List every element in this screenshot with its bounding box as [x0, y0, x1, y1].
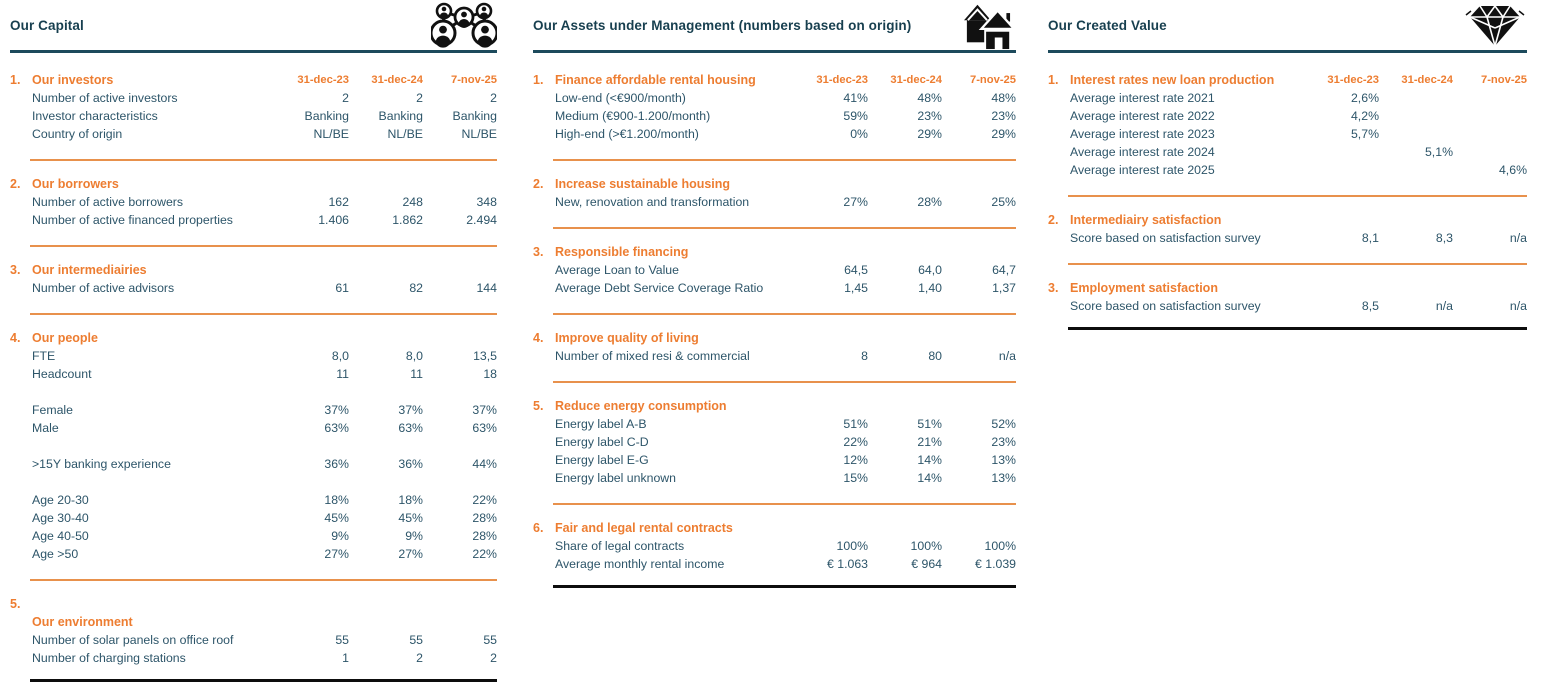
- row-label: Headcount: [32, 367, 92, 381]
- row-value: 48%: [917, 91, 942, 105]
- row-label: Average interest rate 2025: [1070, 163, 1215, 177]
- row-value: 2: [490, 651, 497, 665]
- table-row: [10, 211, 497, 229]
- row-label: >15Y banking experience: [32, 457, 171, 471]
- row-value: 61: [335, 281, 349, 295]
- row-value: 8,1: [1361, 231, 1379, 245]
- section-number: 2.: [533, 177, 544, 191]
- section-title-row: [533, 71, 1016, 89]
- row-value: 64,7: [992, 263, 1016, 277]
- section-title-row: [533, 519, 1016, 537]
- row-value: 13%: [991, 453, 1016, 467]
- report-column: [533, 0, 1016, 588]
- row-value: n/a: [1509, 231, 1527, 245]
- table-row: [533, 555, 1016, 573]
- table-row: [1048, 125, 1527, 143]
- section-title: Responsible financing: [555, 245, 689, 259]
- row-value: Banking: [452, 109, 497, 123]
- table-row: [10, 125, 497, 143]
- date-header: 31-dec-24: [1401, 74, 1453, 86]
- row-value: 27%: [324, 547, 349, 561]
- report-column: [1048, 0, 1527, 330]
- row-value: 55: [409, 633, 423, 647]
- row-value: 8,5: [1361, 299, 1379, 313]
- row-value: € 1.039: [974, 557, 1016, 571]
- section-number: 3.: [10, 263, 21, 277]
- row-value: 23%: [991, 109, 1016, 123]
- row-label: Low-end (<€900/month): [555, 91, 686, 105]
- table-row: [10, 365, 497, 383]
- table-row: [10, 631, 497, 649]
- column-title: Our Created Value: [1048, 17, 1167, 33]
- row-value: 22%: [472, 493, 497, 507]
- row-value: 45%: [398, 511, 423, 525]
- row-label: Average interest rate 2021: [1070, 91, 1215, 105]
- row-value: n/a: [1435, 299, 1453, 313]
- header-gap: [1048, 53, 1527, 69]
- section: [533, 173, 1016, 211]
- section-title-row: [10, 261, 497, 279]
- table-row: [10, 491, 497, 509]
- section-number: 1.: [533, 73, 544, 87]
- section-title-row: [533, 397, 1016, 415]
- section-number: 2.: [10, 177, 21, 191]
- row-value: 37%: [472, 403, 497, 417]
- row-value: 2: [490, 91, 497, 105]
- row-value: 37%: [324, 403, 349, 417]
- table-row: [1048, 89, 1527, 107]
- row-label: Age 20-30: [32, 493, 89, 507]
- row-label: Score based on satisfaction survey: [1070, 231, 1261, 245]
- section: [10, 69, 497, 143]
- section-title-row: [10, 175, 497, 193]
- row-label: Share of legal contracts: [555, 539, 685, 553]
- row-value: 100%: [984, 539, 1016, 553]
- row-value: 8: [861, 349, 868, 363]
- row-value: 18: [483, 367, 497, 381]
- date-header: 31-dec-24: [371, 74, 423, 86]
- table-row: [533, 279, 1016, 297]
- section-title: Reduce energy consumption: [555, 399, 727, 413]
- row-value: 15%: [843, 471, 868, 485]
- spacer-row: [10, 473, 497, 491]
- section-number-row: [10, 595, 497, 613]
- section-title-row: [1048, 71, 1527, 89]
- row-label: Score based on satisfaction survey: [1070, 299, 1261, 313]
- row-value: 51%: [843, 417, 868, 431]
- row-label: Country of origin: [32, 127, 123, 141]
- row-value: 36%: [398, 457, 423, 471]
- table-row: [533, 107, 1016, 125]
- row-label: Age 30-40: [32, 511, 89, 525]
- row-value: 45%: [324, 511, 349, 525]
- row-value: 63%: [398, 421, 423, 435]
- table-row: [533, 451, 1016, 469]
- section-number: 1.: [1048, 73, 1059, 87]
- spacer-row: [10, 437, 497, 455]
- row-value: Banking: [378, 109, 423, 123]
- row-label: Energy label A-B: [555, 417, 647, 431]
- row-value: 1: [342, 651, 349, 665]
- row-label: Investor characteristics: [32, 109, 158, 123]
- row-label: Average Debt Service Coverage Ratio: [555, 281, 764, 295]
- section-divider: [30, 313, 497, 315]
- column-header: [533, 0, 1016, 53]
- table-row: [10, 455, 497, 473]
- row-value: 0%: [850, 127, 868, 141]
- row-label: Number of active advisors: [32, 281, 175, 295]
- row-value: 9%: [405, 529, 423, 543]
- section-title: Intermediairy satisfaction: [1070, 213, 1222, 227]
- section-title: Our people: [32, 331, 98, 345]
- row-value: 144: [476, 281, 497, 295]
- table-row: [10, 419, 497, 437]
- section-divider: [553, 159, 1016, 161]
- row-value: 11: [336, 367, 349, 381]
- row-value: 13%: [991, 471, 1016, 485]
- row-value: 44%: [472, 457, 497, 471]
- section: [10, 593, 497, 667]
- header-gap: [10, 53, 497, 69]
- row-value: 11: [410, 367, 423, 381]
- section-divider: [553, 313, 1016, 315]
- row-value: n/a: [1509, 299, 1527, 313]
- row-value: 27%: [398, 547, 423, 561]
- report-column: [10, 0, 497, 682]
- row-value: 37%: [398, 403, 423, 417]
- row-value: 23%: [991, 435, 1016, 449]
- row-value: 4,2%: [1350, 109, 1379, 123]
- section: [10, 327, 497, 563]
- row-value: 28%: [472, 511, 497, 525]
- section-title-row: [533, 175, 1016, 193]
- row-value: 1,40: [918, 281, 942, 295]
- row-label: Average interest rate 2022: [1070, 109, 1215, 123]
- table-row: [10, 279, 497, 297]
- table-row: [1048, 161, 1527, 179]
- row-value: € 964: [911, 557, 942, 571]
- row-value: 248: [402, 195, 423, 209]
- section-number: 4.: [10, 331, 21, 345]
- row-value: 36%: [324, 457, 349, 471]
- row-label: Number of active borrowers: [32, 195, 184, 209]
- row-value: 80: [928, 349, 942, 363]
- row-value: 348: [476, 195, 497, 209]
- row-label: Number of charging stations: [32, 651, 186, 665]
- section-title-row: [533, 243, 1016, 261]
- date-header: 7-nov-25: [450, 74, 497, 86]
- row-value: 1.406: [318, 213, 349, 227]
- row-value: 23%: [917, 109, 942, 123]
- row-label: Number of active investors: [32, 91, 178, 105]
- section-title-row: [533, 329, 1016, 347]
- section-title: Our environment: [32, 615, 133, 629]
- table-row: [10, 509, 497, 527]
- row-value: 2: [416, 651, 423, 665]
- row-value: 22%: [843, 435, 868, 449]
- section-title: Increase sustainable housing: [555, 177, 731, 191]
- row-value: 4,6%: [1498, 163, 1527, 177]
- column-footer-line: [553, 585, 1016, 588]
- section-divider: [30, 159, 497, 161]
- row-value: 12%: [843, 453, 868, 467]
- table-row: [533, 89, 1016, 107]
- row-value: 1,45: [844, 281, 868, 295]
- table-row: [533, 261, 1016, 279]
- row-label: Age >50: [32, 547, 79, 561]
- row-value: NL/BE: [313, 127, 349, 141]
- row-label: Average interest rate 2024: [1070, 145, 1215, 159]
- section-number: 5.: [10, 597, 21, 611]
- section-title-row: [10, 613, 497, 631]
- section-title: Finance affordable rental housing: [555, 73, 756, 87]
- section: [533, 395, 1016, 487]
- row-value: 2: [416, 91, 423, 105]
- table-row: [533, 469, 1016, 487]
- row-value: 9%: [331, 529, 349, 543]
- row-value: 18%: [398, 493, 423, 507]
- column-header: [1048, 0, 1527, 53]
- row-value: NL/BE: [387, 127, 423, 141]
- table-row: [533, 433, 1016, 451]
- row-value: 41%: [843, 91, 868, 105]
- table-row: [1048, 297, 1527, 315]
- row-value: Banking: [304, 109, 349, 123]
- section-number: 1.: [10, 73, 21, 87]
- table-row: [10, 649, 497, 667]
- row-value: 22%: [472, 547, 497, 561]
- table-row: [10, 107, 497, 125]
- section-title-row: [10, 71, 497, 89]
- row-value: n/a: [998, 349, 1016, 363]
- row-value: 64,5: [844, 263, 868, 277]
- row-value: 51%: [917, 417, 942, 431]
- column-footer-line: [30, 679, 497, 682]
- section-number: 5.: [533, 399, 544, 413]
- row-value: 14%: [917, 471, 942, 485]
- row-value: 8,0: [405, 349, 423, 363]
- table-row: [533, 347, 1016, 365]
- section-title: Fair and legal rental contracts: [555, 521, 733, 535]
- row-label: Number of mixed resi & commercial: [555, 349, 750, 363]
- row-value: NL/BE: [461, 127, 497, 141]
- row-value: € 1.063: [826, 557, 868, 571]
- row-value: 14%: [917, 453, 942, 467]
- section-title: Our intermediairies: [32, 263, 147, 277]
- table-row: [10, 347, 497, 365]
- table-row: [533, 415, 1016, 433]
- section-divider: [30, 245, 497, 247]
- table-row: [10, 89, 497, 107]
- section: [10, 259, 497, 297]
- row-value: 100%: [836, 539, 868, 553]
- section-title: Employment satisfaction: [1070, 281, 1218, 295]
- row-value: 18%: [324, 493, 349, 507]
- row-value: 2,6%: [1350, 91, 1379, 105]
- row-label: Average Loan to Value: [555, 263, 679, 277]
- row-value: 28%: [472, 529, 497, 543]
- row-label: Energy label unknown: [555, 471, 676, 485]
- table-row: [533, 537, 1016, 555]
- row-value: 63%: [472, 421, 497, 435]
- row-label: Age 40-50: [32, 529, 89, 543]
- diamond-icon: [1463, 2, 1527, 48]
- section: [533, 241, 1016, 297]
- section-title: Our investors: [32, 73, 114, 87]
- row-value: 63%: [324, 421, 349, 435]
- section: [10, 173, 497, 229]
- column-header: [10, 0, 497, 53]
- row-value: 29%: [917, 127, 942, 141]
- row-label: High-end (>€1.200/month): [555, 127, 699, 141]
- row-value: 1.862: [392, 213, 423, 227]
- row-label: Average interest rate 2023: [1070, 127, 1215, 141]
- section-title-row: [1048, 211, 1527, 229]
- row-label: Medium (€900-1.200/month): [555, 109, 711, 123]
- row-value: 55: [483, 633, 497, 647]
- houses-icon: [962, 0, 1016, 50]
- column-footer-line: [1068, 327, 1527, 330]
- table-row: [10, 545, 497, 563]
- section-number: 6.: [533, 521, 544, 535]
- section-number: 3.: [1048, 281, 1059, 295]
- column-title: Our Capital: [10, 17, 84, 33]
- table-row: [1048, 143, 1527, 161]
- date-header: 7-nov-25: [969, 74, 1016, 86]
- spacer-row: [10, 383, 497, 401]
- row-label: Number of active financed properties: [32, 213, 233, 227]
- row-value: 82: [409, 281, 423, 295]
- row-value: 55: [335, 633, 349, 647]
- table-row: [10, 193, 497, 211]
- section-divider: [553, 227, 1016, 229]
- section-divider: [553, 503, 1016, 505]
- column-title: Our Assets under Management (numbers based on origin): [533, 17, 912, 33]
- section-divider: [1068, 195, 1527, 197]
- row-value: 64,0: [918, 263, 942, 277]
- row-value: 100%: [910, 539, 942, 553]
- section-number: 2.: [1048, 213, 1059, 227]
- section: [533, 517, 1016, 573]
- table-row: [1048, 229, 1527, 247]
- section: [1048, 209, 1527, 247]
- row-label: Energy label C-D: [555, 435, 649, 449]
- row-value: 59%: [843, 109, 868, 123]
- row-value: 28%: [917, 195, 942, 209]
- row-value: 8,3: [1435, 231, 1453, 245]
- table-row: [10, 527, 497, 545]
- section-title: Improve quality of living: [555, 331, 699, 345]
- section: [1048, 277, 1527, 315]
- row-value: 5,1%: [1424, 145, 1453, 159]
- row-value: 5,7%: [1350, 127, 1379, 141]
- row-value: 48%: [991, 91, 1016, 105]
- section-title-row: [1048, 279, 1527, 297]
- row-value: 29%: [991, 127, 1016, 141]
- row-label: Number of solar panels on office roof: [32, 633, 234, 647]
- date-header: 31-dec-23: [1327, 74, 1379, 86]
- section-title-row: [10, 329, 497, 347]
- section: [533, 69, 1016, 143]
- row-value: 8,0: [331, 349, 349, 363]
- row-value: 1,37: [992, 281, 1016, 295]
- section: [1048, 69, 1527, 179]
- row-value: 27%: [843, 195, 868, 209]
- date-header: 7-nov-25: [1480, 74, 1527, 86]
- section-divider: [553, 381, 1016, 383]
- header-gap: [533, 53, 1016, 69]
- row-value: 52%: [991, 417, 1016, 431]
- row-label: FTE: [32, 349, 56, 363]
- row-value: 25%: [991, 195, 1016, 209]
- section-title: Our borrowers: [32, 177, 119, 191]
- table-row: [533, 125, 1016, 143]
- row-value: 2.494: [466, 213, 497, 227]
- row-label: Male: [32, 421, 59, 435]
- people-network-icon: [431, 2, 497, 48]
- row-value: 162: [328, 195, 349, 209]
- row-label: Energy label E-G: [555, 453, 649, 467]
- table-row: [1048, 107, 1527, 125]
- section-divider: [30, 579, 497, 581]
- table-row: [10, 401, 497, 419]
- table-row: [533, 193, 1016, 211]
- row-value: 13,5: [473, 349, 497, 363]
- row-label: New, renovation and transformation: [555, 195, 750, 209]
- date-header: 31-dec-23: [816, 74, 868, 86]
- row-label: Average monthly rental income: [555, 557, 725, 571]
- date-header: 31-dec-23: [297, 74, 349, 86]
- section-title: Interest rates new loan production: [1070, 73, 1275, 87]
- row-value: 2: [342, 91, 349, 105]
- row-label: Female: [32, 403, 74, 417]
- section-divider: [1068, 263, 1527, 265]
- section-number: 4.: [533, 331, 544, 345]
- section-number: 3.: [533, 245, 544, 259]
- row-value: 21%: [917, 435, 942, 449]
- date-header: 31-dec-24: [890, 74, 942, 86]
- section: [533, 327, 1016, 365]
